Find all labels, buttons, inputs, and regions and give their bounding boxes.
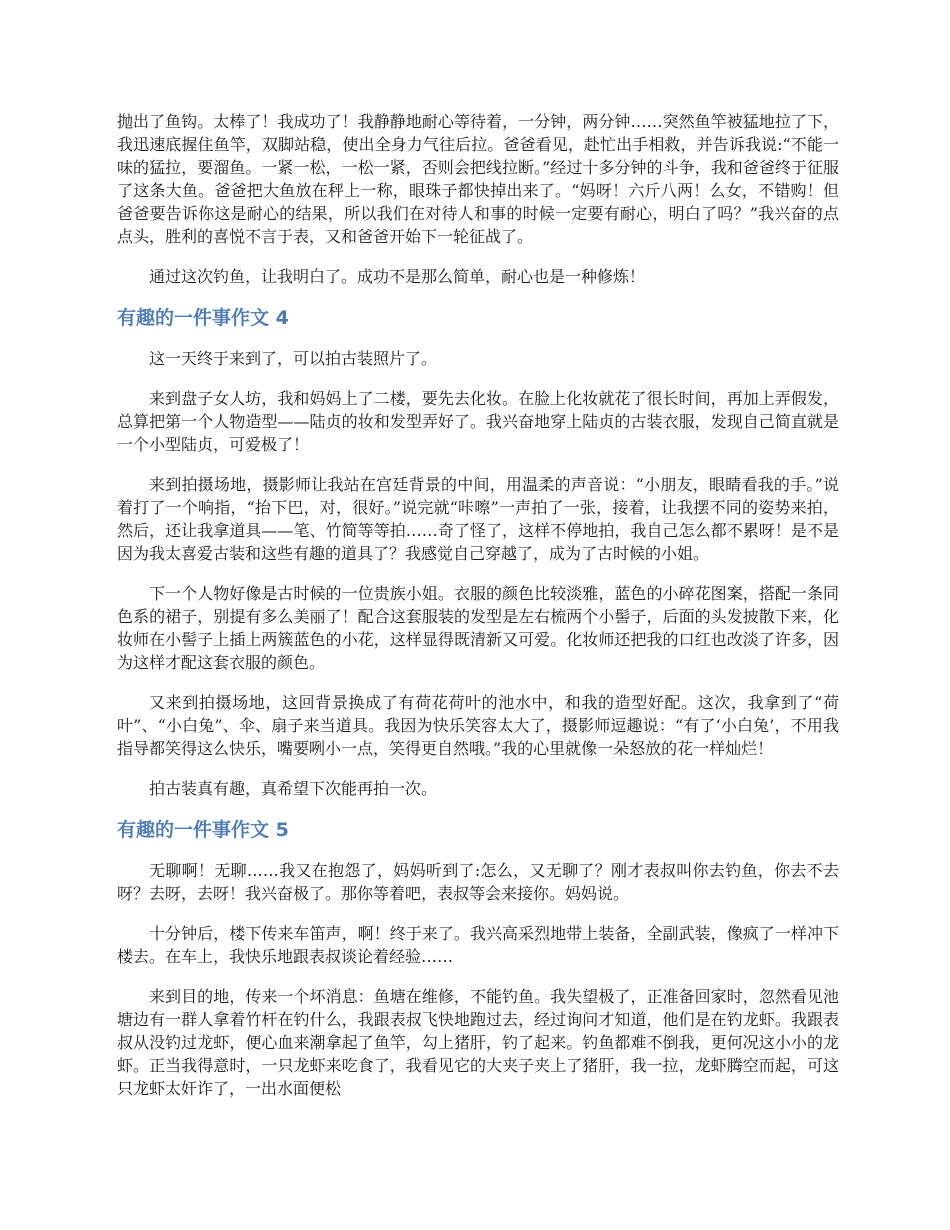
paragraph: 拍古装真有趣，真希望下次能再拍一次。: [149, 779, 438, 798]
paragraph: 这一天终于来到了，可以拍古装照片了。: [149, 349, 438, 368]
paragraph: 来到拍摄场地，摄影师让我站在宫廷背景的中间，用温柔的声音说：“小朋友，眼睛看我的手。”说着打了一个响指，“抬下巴，对，很好。”说完就“咔嚓”一声拍了一张，接着，让我摆不同的姿势来拍，然后，还让我拿道具——笔、竹简等等拍……奇了怪了，这样不停地拍，我自己怎么都不累呀！是不是因为我太喜爱古装和这些有趣的道具了？我感觉自己穿越了，成为了古时候的小姐。: [117, 475, 839, 563]
paragraph: 来到目的地，传来一个坏消息：鱼塘在维修，不能钓鱼。我失望极了，正准备回家时，忽然看见池塘边有一群人拿着竹杆在钓什么，我跟表叔飞快地跑过去，经过询问才知道，他们是在钓龙虾。我跟表叔从没钓过龙虾，便心血来潮拿起了鱼竿，勾上猪肝，钓了起来。钓鱼都难不倒我，更何况这小小的龙虾。正当我得意时，一只龙虾来吃食了，我看见它的大夹子夹上了猪肝，我一拉，龙虾腾空而起，可这只龙虾太奸诈了，一出水面便松: [117, 987, 839, 1098]
paragraph: 通过这次钓鱼，让我明白了。成功不是那么简单，耐心也是一种修炼！: [149, 267, 646, 286]
paragraph: 抛出了鱼钩。太棒了！我成功了！我静静地耐心等待着，一分钟，两分钟……突然鱼竿被猛地拉了下，我迅速底握住鱼竿，双脚站稳，使出全身力气往后拉。爸爸看见，赴忙出手相救，并告诉我说:“不能一味的猛拉，要溜鱼。一紧一松，一松一紧，否则会把线拉断。”经过十多分钟的斗争，我和爸爸终于征服了这条大鱼。爸爸把大鱼放在秤上一称，眼珠子都快掉出来了。“妈呀！六斤八两！么女，不错购！但爸爸要告诉你这是耐心的结果，所以我们在对待人和事的时候一定要有耐心，明白了吗？”我兴奋的点点头，胜利的喜悦不言于表，又和爸爸开始下一轮征战了。: [117, 112, 839, 246]
document-page: [117, 110, 839, 1117]
paragraph: 又来到拍摄场地，这回背景换成了有荷花荷叶的池水中，和我的造型好配。这次，我拿到了“荷叶”、“小白兔”、伞、扇子来当道具。我因为快乐笑容太大了，摄影师逗趣说：“有了‘小白兔’，不用我指导都笑得这么快乐，嘴要咧小一点，笑得更自然哦。”我的心里就像一朵怒放的花一样灿烂！: [117, 693, 839, 758]
paragraph: 十分钟后，楼下传来车笛声，啊！终于来了。我兴高采烈地带上装备，全副武装，像疯了一样冲下楼去。在车上，我快乐地跟表叔谈论着经验……: [117, 924, 839, 966]
section-heading: 有趣的一件事作文 4: [117, 307, 289, 329]
paragraph: 无聊啊！无聊……我又在抱怨了，妈妈听到了:怎么，又无聊了？刚才表叔叫你去钓鱼，你去不去呀？去呀，去呀！我兴奋极了。那你等着吧，表叔等会来接你。妈妈说。: [117, 861, 839, 903]
paragraph: 来到盘子女人坊，我和妈妈上了二楼，要先去化妆。在脸上化妆就花了很长时间，再加上弄假发，总算把第一个人物造型——陆贞的妆和发型弄好了。我兴奋地穿上陆贞的古装衣服，发现自己简直就是一个小型陆贞，可爱极了！: [117, 389, 839, 454]
paragraph: 下一个人物好像是古时候的一位贵族小姐。衣服的颜色比较淡雅，蓝色的小碎花图案，搭配一条同色系的裙子，别提有多么美丽了！配合这套服装的发型是左右梳两个小髻子，后面的头发披散下来，化妆师在小髻子上插上两簇蓝色的小花，这样显得既清新又可爱。化妆师还把我的口红也改淡了许多，因为这样才配这套衣服的颜色。: [117, 584, 839, 672]
section-heading: 有趣的一件事作文 5: [117, 819, 289, 841]
